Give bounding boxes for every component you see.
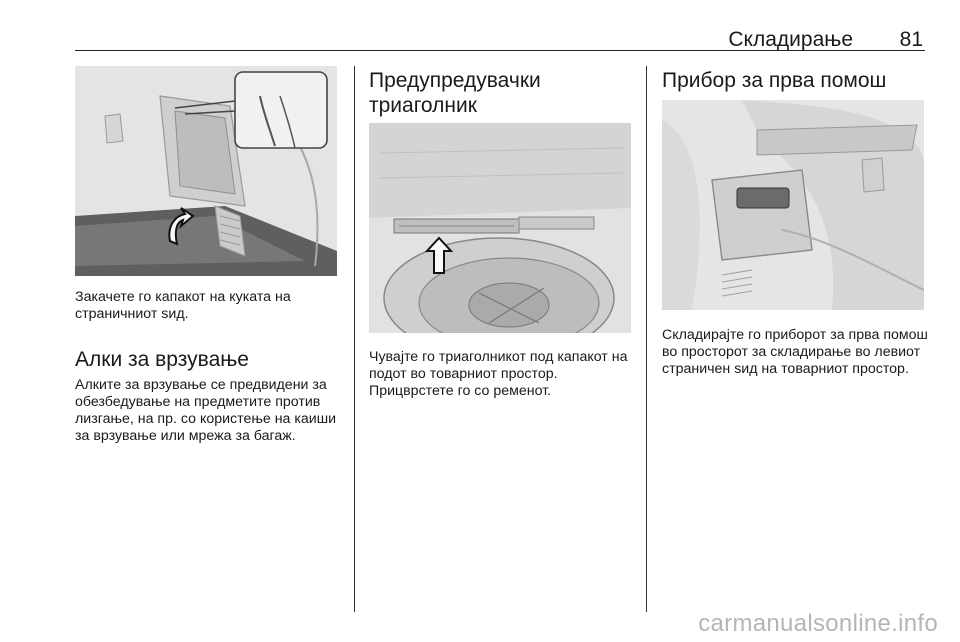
first-aid-heading: Прибор за прва помош bbox=[662, 69, 887, 92]
warning-triangle-heading: Предупредувачки триаголник bbox=[369, 69, 541, 117]
column-divider-1 bbox=[354, 66, 355, 612]
tie-down-body: Алките за врзување се предвидени за обезбедување на предметите против лизгање, на пр. со користење на каиши за врзување или мрежа за багаж. bbox=[75, 377, 337, 444]
page-number: 81 bbox=[899, 28, 923, 51]
hook-caption: Закачете го капакот на куката на страничниот sид. bbox=[75, 289, 291, 322]
warning-triangle-illustration bbox=[369, 123, 631, 333]
first-aid-kit-illustration bbox=[662, 100, 924, 310]
header-rule bbox=[75, 50, 925, 51]
tie-down-heading: Алки за врзување bbox=[75, 348, 249, 371]
watermark: carmanualsonline.info bbox=[698, 610, 938, 637]
trunk-cover-hook-illustration bbox=[75, 66, 337, 276]
column-divider-2 bbox=[646, 66, 647, 612]
warning-triangle-body: Чувајте го триаголникот под капакот на подот во товарниот простор. Прицврстете го со ременот. bbox=[369, 349, 628, 399]
section-title: Складирање bbox=[728, 28, 853, 51]
first-aid-body: Складирајте го приборот за прва помош во просторот за складирање во левиот страничен sид на товарниот простор. bbox=[662, 327, 928, 377]
